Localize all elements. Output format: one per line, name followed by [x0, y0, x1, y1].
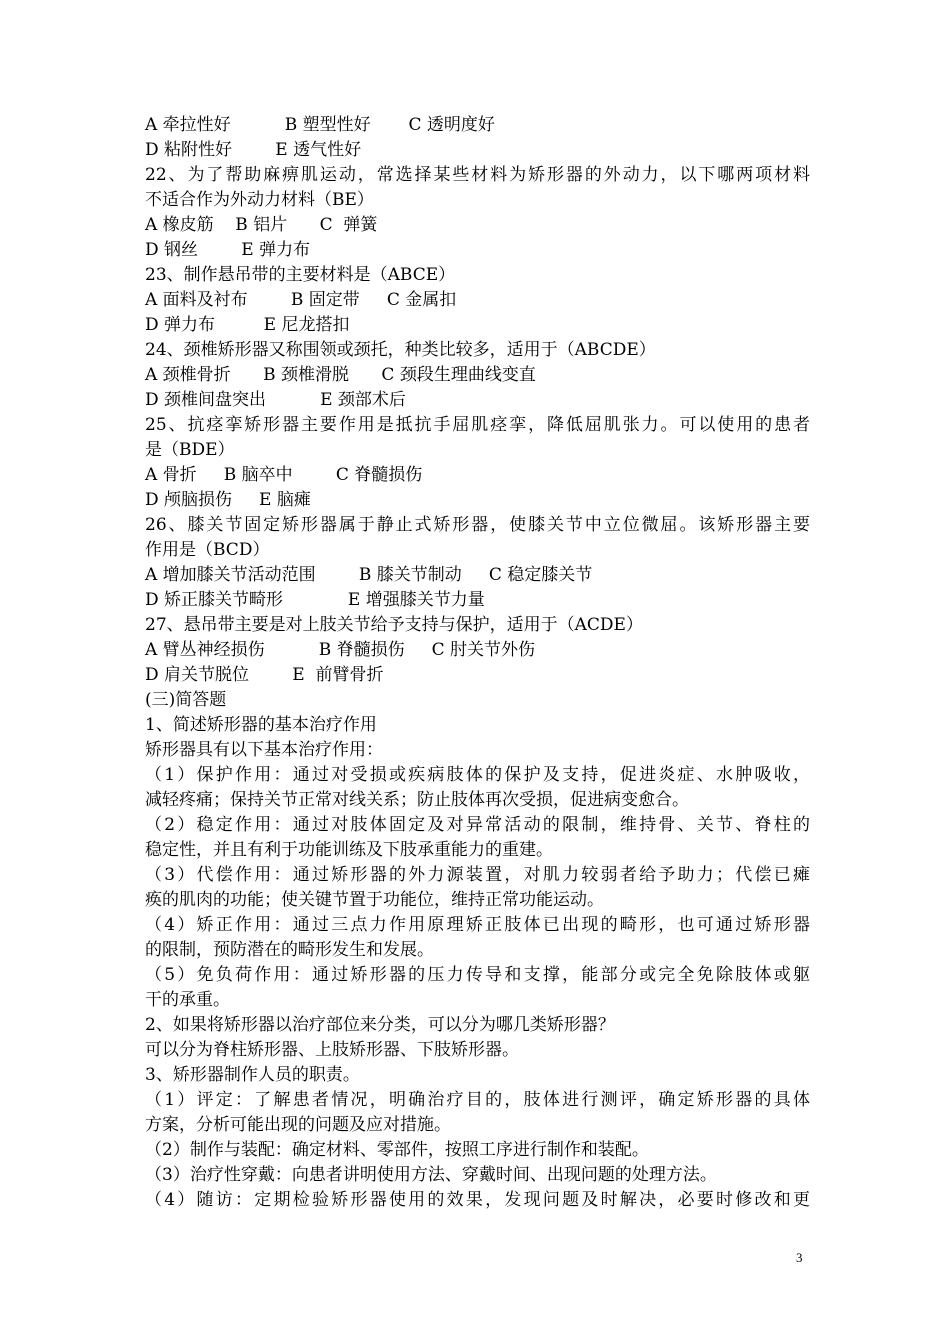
option-line: A 臂丛神经损伤 B 脊髓损伤 C 肘关节外伤 [145, 640, 536, 660]
option-line: A 增加膝关节活动范围 B 膝关节制动 C 稳定膝关节 [145, 565, 593, 585]
answer-line: （4）矫正作用：通过三点力作用原理矫正肢体已出现的畸形，也可通过矫形器 [145, 915, 810, 935]
option-line: D 粘附性好 E 透气性好 [145, 140, 362, 160]
section-heading: (三)简答题 [145, 690, 227, 710]
answer-line: 减轻疼痛；保持关节正常对线关系；防止肢体再次受损，促进病变愈合。 [145, 790, 689, 810]
question-line: 不适合作为外动力材料（BE） [145, 190, 374, 210]
question-line: 2、如果将矫形器以治疗部位来分类，可以分为哪几类矫形器？ [145, 1015, 615, 1035]
question-line: 23、制作悬吊带的主要材料是（ABCE） [145, 265, 456, 285]
answer-line: （1）保护作用：通过对受损或疾病肢体的保护及支持，促进炎症、水肿吸收， [145, 765, 810, 785]
question-line: 作用是（BCD） [145, 540, 270, 560]
option-line: A 骨折 B 脑卒中 C 脊髓损伤 [145, 465, 423, 485]
answer-line: 的限制，预防潜在的畸形发生和发展。 [145, 940, 434, 960]
question-line: 27、悬吊带主要是对上肢关节给予支持与保护，适用于（ACDE） [145, 615, 643, 635]
question-line: 22、为了帮助麻痹肌运动，常选择某些材料为矫形器的外动力，以下哪两项材料 [145, 165, 810, 185]
answer-line: （2）制作与装配：确定材料、零部件，按照工序进行制作和装配。 [145, 1140, 649, 1160]
question-line: 25、抗痉挛矫形器主要作用是抵抗手屈肌痉挛，降低屈肌张力。可以使用的患者 [145, 415, 810, 435]
option-line: D 矫正膝关节畸形 E 增强膝关节力量 [145, 590, 485, 610]
question-line: 24、颈椎矫形器又称围领或颈托，种类比较多，适用于（ABCDE） [145, 340, 656, 360]
answer-line: （5）免负荷作用：通过矫形器的压力传导和支撑，能部分或完全免除肢体或躯 [145, 965, 810, 985]
question-line: 1、简述矫形器的基本治疗作用 [145, 715, 377, 735]
question-line: 3、矫形器制作人员的职责。 [145, 1065, 360, 1085]
option-line: A 面料及衬布 B 固定带 C 金属扣 [145, 290, 457, 310]
answer-line: （1）评定：了解患者情况，明确治疗目的，肢体进行测评，确定矫形器的具体 [145, 1090, 810, 1110]
option-line: D 颅脑损伤 E 脑瘫 [145, 490, 311, 510]
question-line: 26、膝关节固定矫形器属于静止式矫形器，使膝关节中立位微屈。该矫形器主要 [145, 515, 810, 535]
option-line: A 牵拉性好 B 塑型性好 C 透明度好 [145, 115, 495, 135]
answer-line: 稳定性，并且有利于功能训练及下肢承重能力的重建。 [145, 840, 553, 860]
answer-line: 矫形器具有以下基本治疗作用： [145, 740, 383, 760]
question-line: 是（BDE） [145, 440, 235, 460]
answer-line: （3）代偿作用：通过矫形器的外力源装置，对肌力较弱者给予助力；代偿已瘫 [145, 865, 810, 885]
document-body [145, 113, 810, 1213]
answer-line: 痪的肌肉的功能；使关键节置于功能位，维持正常功能运动。 [145, 890, 604, 910]
answer-line: 干的承重。 [145, 990, 230, 1010]
answer-line: （4）随访：定期检验矫形器使用的效果，发现问题及时解决，必要时修改和更 [145, 1190, 810, 1210]
option-line: D 弹力布 E 尼龙搭扣 [145, 315, 350, 335]
option-line: D 肩关节脱位 E 前臂骨折 [145, 665, 384, 685]
option-line: A 橡皮筋 B 铝片 C 弹簧 [145, 215, 378, 235]
answer-line: （3）治疗性穿戴：向患者讲明使用方法、穿戴时间、出现问题的处理方法。 [145, 1165, 717, 1185]
option-line: A 颈椎骨折 B 颈椎滑脱 C 颈段生理曲线变直 [145, 365, 536, 385]
answer-line: 方案，分析可能出现的问题及应对措施。 [145, 1115, 451, 1135]
answer-line: （2）稳定作用：通过对肢体固定及对异常活动的限制，维持骨、关节、脊柱的 [145, 815, 810, 835]
option-line: D 颈椎间盘突出 E 颈部术后 [145, 390, 406, 410]
page-number: 3 [796, 1250, 803, 1265]
option-line: D 钢丝 E 弹力布 [145, 240, 311, 260]
answer-line: 可以分为脊柱矫形器、上肢矫形器、下肢矫形器。 [145, 1040, 519, 1060]
